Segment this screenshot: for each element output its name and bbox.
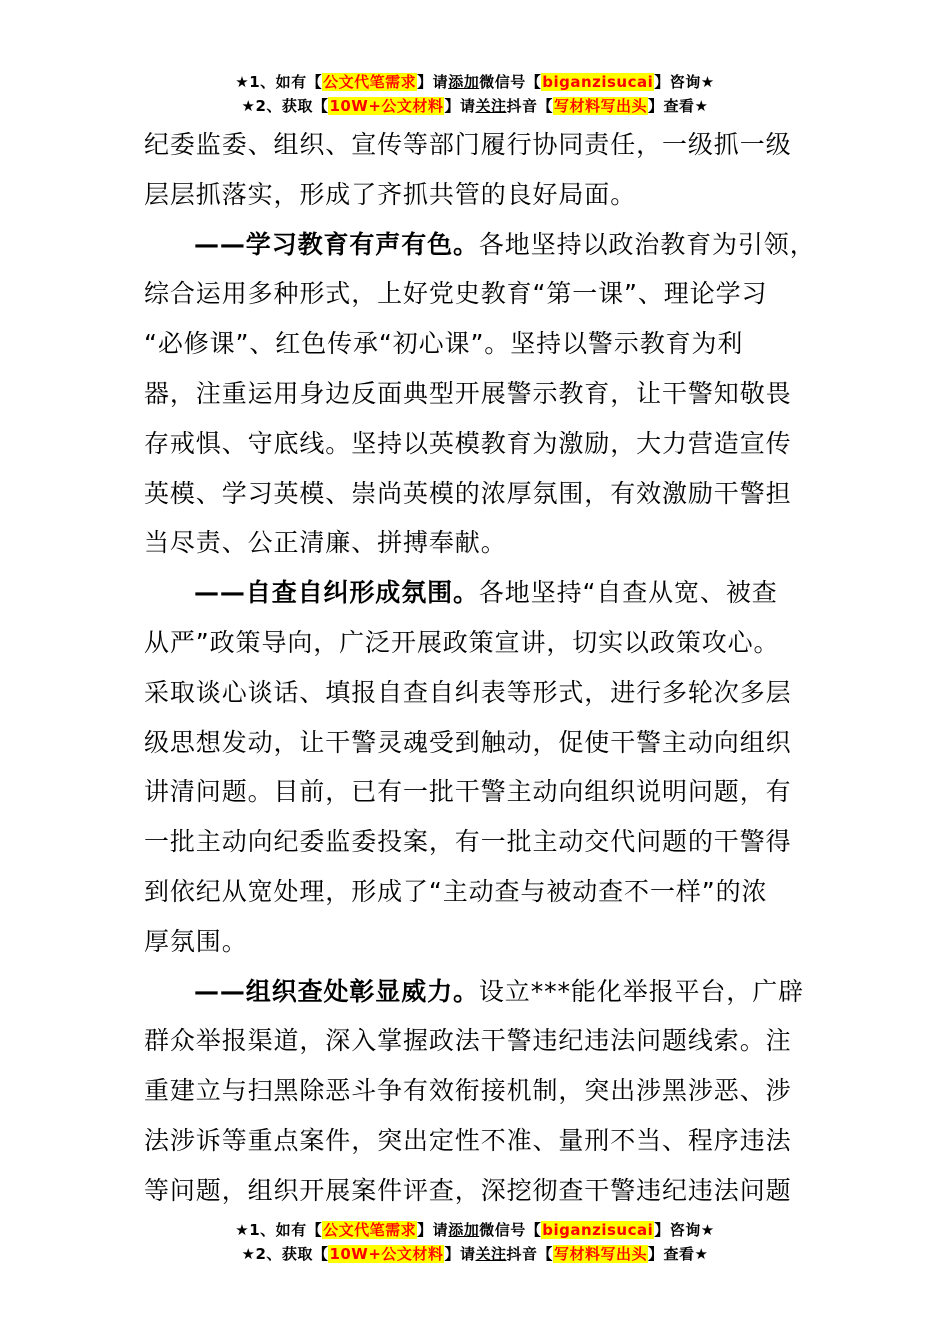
highlight-materials: 10W+公文材料 xyxy=(329,97,444,115)
text-line xyxy=(144,668,810,718)
highlight-materials: 10W+公文材料 xyxy=(329,1245,444,1263)
banner-line-2: ★2、获取【10W+公文材料】请关注抖音【写材料写出头】查看★ xyxy=(241,97,709,115)
highlight-wechat-id: biganzisucai xyxy=(542,1221,654,1239)
line-text: 各地坚持以政治教育为引领， xyxy=(478,229,816,259)
line-text: 各地坚持“自查从宽、被查 xyxy=(478,578,778,608)
section-heading-line xyxy=(144,568,810,618)
line-text: 设立***能化举报平台，广辟 xyxy=(478,976,805,1006)
text-line xyxy=(144,1116,810,1166)
text-line xyxy=(144,1066,810,1116)
banner-line-1: ★1、如有【公文代笔需求】请添加微信号【biganzisucai】咨询★ xyxy=(235,1221,715,1239)
text-line xyxy=(144,369,810,419)
highlight-wechat-id: biganzisucai xyxy=(542,73,654,91)
section-heading-line xyxy=(144,220,816,270)
text-line xyxy=(144,1016,810,1066)
line-text: 一批主动向纪委监委投案，有一批主动交代问题的干警得 xyxy=(144,827,792,857)
text-line xyxy=(144,1166,810,1216)
text-line xyxy=(144,170,810,220)
line-text: 英模、学习英模、崇尚英模的浓厚氛围，有效激励干警担 xyxy=(144,478,792,508)
line-text: 当尽责、公正清廉、拼搏奉献。 xyxy=(144,528,507,558)
line-text: 讲清问题。目前，已有一批干警主动向组织说明问题，有 xyxy=(144,777,792,807)
banner-line-2: ★2、获取【10W+公文材料】请关注抖音【写材料写出头】查看★ xyxy=(241,1245,709,1263)
line-text: 级思想发动，让干警灵魂受到触动，促使干警主动向组织 xyxy=(144,727,792,757)
document-body xyxy=(144,120,816,1216)
line-text: 综合运用多种形式，上好党史教育“第一课”、理论学习 xyxy=(144,279,768,309)
highlight-service: 公文代笔需求 xyxy=(323,1221,417,1239)
banner-line-1: ★1、如有【公文代笔需求】请添加微信号【biganzisucai】咨询★ xyxy=(235,73,715,91)
line-text: 采取谈心谈话、填报自查自纠表等形式，进行多轮次多层 xyxy=(144,677,792,707)
text-line xyxy=(144,917,810,967)
highlight-service: 公文代笔需求 xyxy=(323,73,417,91)
line-text: 到依纪从宽处理，形成了“主动查与被动查不一样”的浓 xyxy=(144,876,768,906)
highlight-douyin: 写材料写出头 xyxy=(553,97,647,115)
section-heading: ——学习教育有声有色。 xyxy=(194,229,479,259)
line-text: 法涉诉等重点案件，突出定性不准、量刑不当、程序违法 xyxy=(144,1125,792,1155)
text-line xyxy=(144,419,810,469)
section-heading: ——自查自纠形成氛围。 xyxy=(194,578,479,608)
text-line xyxy=(144,518,810,568)
text-line xyxy=(144,767,810,817)
text-line xyxy=(144,618,810,668)
text-line xyxy=(144,469,810,519)
line-text: 群众举报渠道，深入掌握政法干警违纪违法问题线索。注 xyxy=(144,1026,792,1056)
line-text: 从严”政策导向，广泛开展政策宣讲，切实以政策攻心。 xyxy=(144,627,780,657)
line-text: 厚氛围。 xyxy=(144,926,248,956)
line-text: 层层抓落实，形成了齐抓共管的良好局面。 xyxy=(144,179,637,209)
text-line xyxy=(144,269,810,319)
section-heading-line xyxy=(144,967,810,1017)
text-line xyxy=(144,817,810,867)
highlight-douyin: 写材料写出头 xyxy=(553,1245,647,1263)
footer-banner xyxy=(0,1218,950,1266)
section-heading: ——组织查处彰显威力。 xyxy=(194,976,479,1006)
line-text: 器，注重运用身边反面典型开展警示教育，让干警知敬畏 xyxy=(144,378,792,408)
line-text: “必修课”、红色传承“初心课”。坚持以警示教育为利 xyxy=(144,329,744,359)
line-text: 纪委监委、组织、宣传等部门履行协同责任，一级抓一级 xyxy=(144,130,792,159)
text-line xyxy=(144,867,810,917)
text-line xyxy=(144,319,810,369)
text-line xyxy=(144,120,810,170)
text-line xyxy=(144,718,810,768)
line-text: 重建立与扫黑除恶斗争有效衔接机制，突出涉黑涉恶、涉 xyxy=(144,1076,792,1106)
line-text: 存戒惧、守底线。坚持以英模教育为激励，大力营造宣传 xyxy=(144,428,792,458)
line-text: 等问题，组织开展案件评查，深挖彻查干警违纪违法问题 xyxy=(144,1175,792,1205)
header-banner xyxy=(0,70,950,118)
